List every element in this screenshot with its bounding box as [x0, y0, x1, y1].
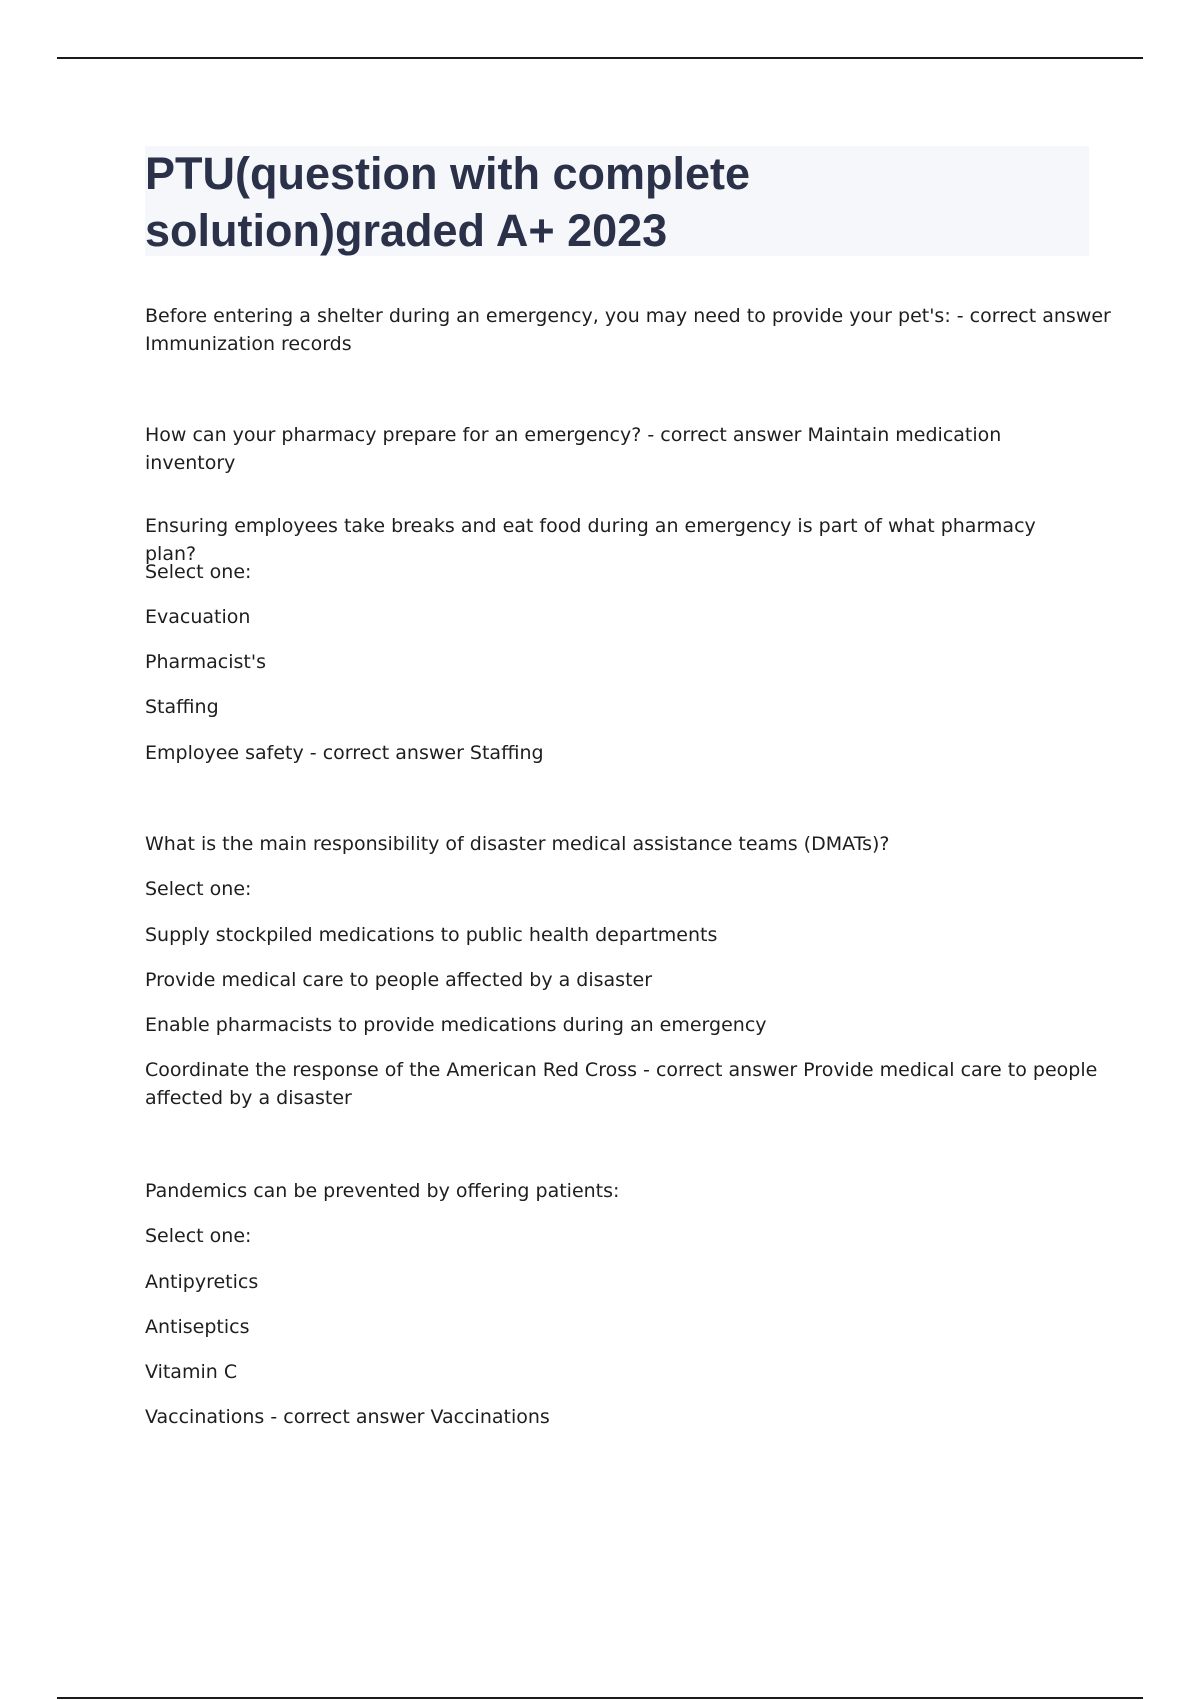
question-3-answer: Employee safety - correct answer Staffing	[145, 742, 544, 764]
question-4-option-1: Supply stockpiled medications to public health departments	[145, 924, 718, 946]
question-5-option-2: Antiseptics	[145, 1316, 250, 1338]
question-3-option-2: Pharmacist's	[145, 651, 266, 673]
question-5-answer: Vaccinations - correct answer Vaccinations	[145, 1406, 550, 1428]
question-1	[145, 302, 1111, 358]
question-4-answer-line-1: Coordinate the response of the American Red Cross - correct answer Provide medical care to people	[145, 1059, 1098, 1081]
question-5-select-label: Select one:	[145, 1225, 252, 1247]
header-rule	[57, 57, 1143, 59]
question-3-option-3: Staffing	[145, 696, 219, 718]
question-4-prompt: What is the main responsibility of disaster medical assistance teams (DMATs)?	[145, 833, 890, 855]
question-5-option-1: Antipyretics	[145, 1271, 259, 1293]
question-5-option-3: Vitamin C	[145, 1361, 238, 1383]
question-1-line-1: Before entering a shelter during an emergency, you may need to provide your pet's: - correct answer	[145, 305, 1111, 327]
question-4-answer	[145, 1056, 1098, 1112]
question-5-prompt: Pandemics can be prevented by offering patients:	[145, 1180, 620, 1202]
document-title: PTU(question with complete solution)graded A+ 2023	[145, 148, 751, 256]
question-3-select-label: Select one:	[145, 561, 252, 583]
question-4-option-3: Enable pharmacists to provide medications during an emergency	[145, 1014, 767, 1036]
question-4-answer-line-2: affected by a disaster	[145, 1087, 352, 1109]
question-1-line-2: Immunization records	[145, 333, 352, 355]
question-2: How can your pharmacy prepare for an emergency? - correct answer Maintain medication inventory	[145, 424, 1002, 474]
question-3-prompt: Ensuring employees take breaks and eat food during an emergency is part of what pharmacy plan?	[145, 515, 1036, 565]
question-4-option-2: Provide medical care to people affected by a disaster	[145, 969, 653, 991]
question-3-option-1: Evacuation	[145, 606, 251, 628]
footer-rule	[57, 1697, 1143, 1699]
question-4-select-label: Select one:	[145, 878, 252, 900]
